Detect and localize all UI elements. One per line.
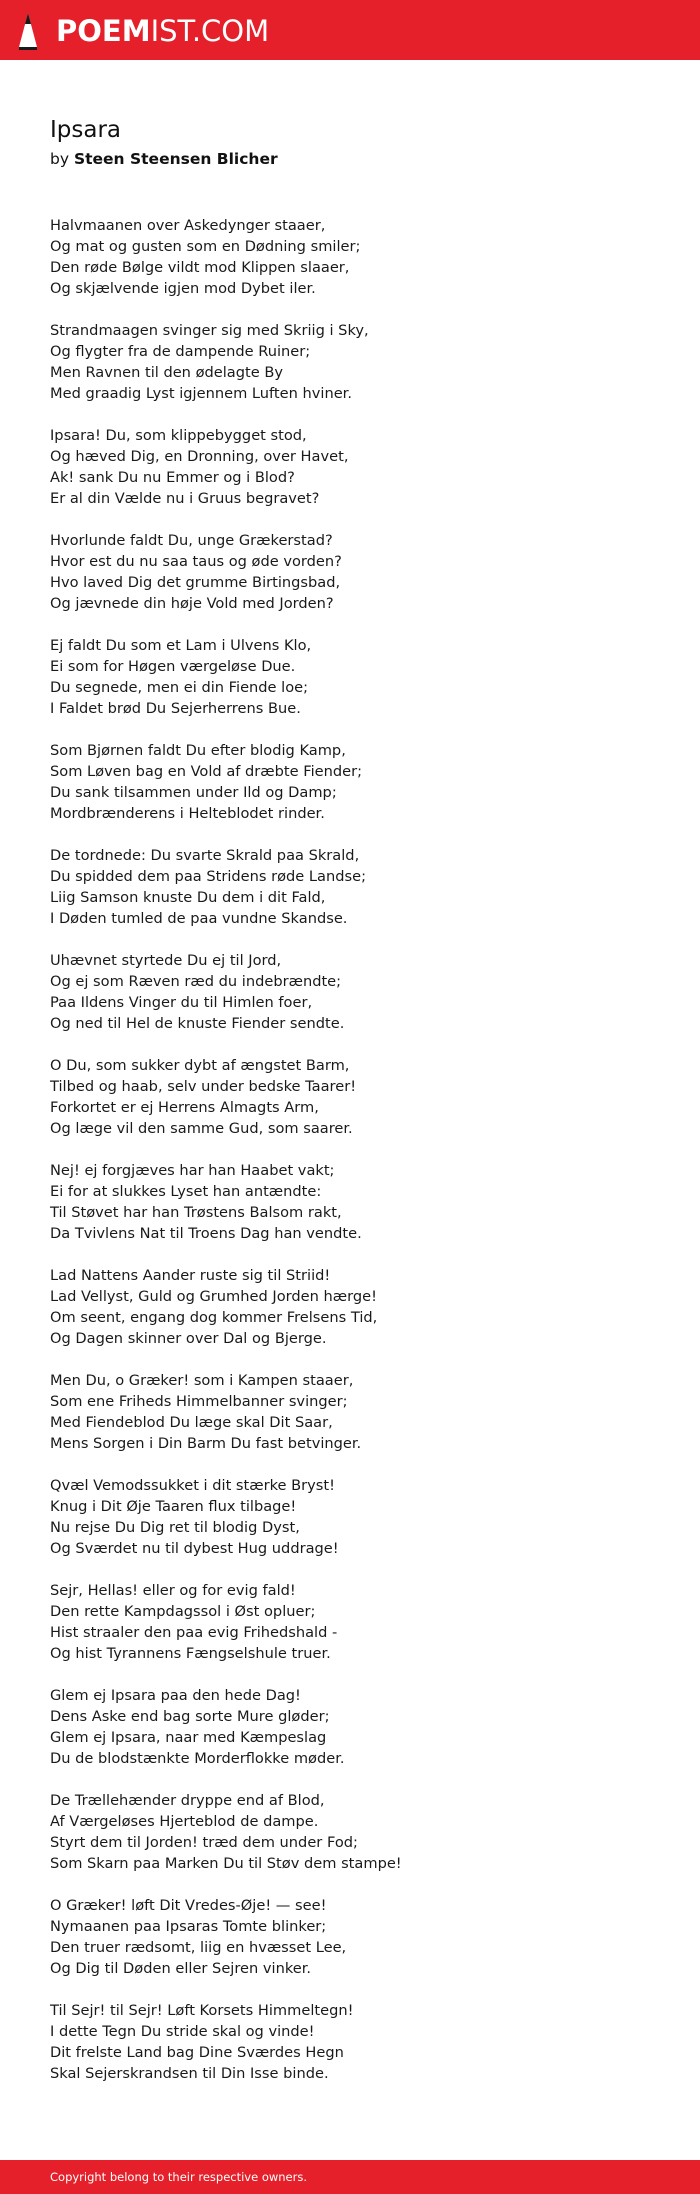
poem-line: Af Værgeløses Hjerteblod de dampe. [50,1813,319,1830]
poem-line: Dens Aske end bag sorte Mure gløder; [50,1708,330,1725]
stanza [50,635,660,719]
poem-line: Du sank tilsammen under Ild og Damp; [50,784,337,801]
stanza [50,320,660,404]
poem-line: Hvor est du nu saa taus og øde vorden? [50,553,342,570]
poem-title: Ipsara [50,117,122,143]
byline-prefix: by [50,150,70,168]
poem-line: Til Sejr! til Sejr! Løft Korsets Himmeltegn! [50,2002,354,2019]
stanza [50,1265,660,1349]
poem-line: Skal Sejerskrandsen til Din Isse binde. [50,2065,329,2082]
stanza [50,950,660,1034]
stanza [50,1790,660,1874]
poem-line: Strandmaagen svinger sig med Skriig i Sky, [50,322,369,339]
poem-line: Mordbrænderens i Helteblodet rinder. [50,805,325,822]
poem-line: Og ej som Ræven ræd du indebrændte; [50,973,342,990]
poem-line: Og jævnede din høje Vold med Jorden? [50,595,334,612]
stanza [50,530,660,614]
poem-line: Om seent, engang dog kommer Frelsens Tid, [50,1309,378,1326]
poem-line: Hvo laved Dig det grumme Birtingsbad, [50,574,341,591]
poem-line: Mens Sorgen i Din Barm Du fast betvinger. [50,1435,362,1452]
poem-line: Paa Ildens Vinger du til Himlen foer, [50,994,313,1011]
stanza [50,1055,660,1139]
pencil-tip-icon [18,11,38,51]
poem-line: Ei som for Høgen værgeløse Due. [50,658,296,675]
poem-line: Og Dagen skinner over Dal og Bjerge. [50,1330,327,1347]
poem-line: Ej faldt Du som et Lam i Ulvens Klo, [50,637,312,654]
poem-line: Glem ej Ipsara paa den hede Dag! [50,1687,301,1704]
poem-line: Og læge vil den samme Gud, som saarer. [50,1120,353,1137]
stanza [50,1160,660,1244]
poem-line: Til Støvet har han Trøstens Balsom rakt, [50,1204,342,1221]
poem-line: Du spidded dem paa Stridens røde Landse; [50,868,367,885]
poem-line: Er al din Vælde nu i Gruus begravet? [50,490,320,507]
poem-line: Forkortet er ej Herrens Almagts Arm, [50,1099,319,1116]
poem-line: O Græker! løft Dit Vredes-Øje! — see! [50,1897,327,1914]
stanza [50,740,660,824]
copyright-notice: Copyright belong to their respective owners. [50,2170,308,2184]
stanza [50,1475,660,1559]
poem-line: De tordnede: Du svarte Skrald paa Skrald, [50,847,360,864]
poem-line: O Du, som sukker dybt af ængstet Barm, [50,1057,350,1074]
stanza [50,1580,660,1664]
poem-line: I Døden tumled de paa vundne Skandse. [50,910,348,927]
stanza [50,215,660,299]
poem-line: Som Skarn paa Marken Du til Støv dem stampe! [50,1855,402,1872]
poem-line: Den røde Bølge vildt mod Klippen slaaer, [50,259,350,276]
poem-line: Men Ravnen til den ødelagte By [50,364,283,381]
poem-line: Men Du, o Græker! som i Kampen staaer, [50,1372,354,1389]
poem-line: Ipsara! Du, som klippebygget stod, [50,427,307,444]
poem-line: Lad Vellyst, Guld og Grumhed Jorden hærge! [50,1288,377,1305]
poem-line: Som Bjørnen faldt Du efter blodig Kamp, [50,742,346,759]
poem-line: Og flygter fra de dampende Ruiner; [50,343,311,360]
stanza [50,1370,660,1454]
stanza [50,1895,660,1979]
poem-line: Og hæved Dig, en Dronning, over Havet, [50,448,349,465]
poem-line: Med Fiendeblod Du læge skal Dit Saar, [50,1414,333,1431]
poem-line: Som ene Friheds Himmelbanner svinger; [50,1393,348,1410]
poem-line: Nymaanen paa Ipsaras Tomte blinker; [50,1918,327,1935]
poem-line: Og hist Tyrannens Fængselshule truer. [50,1645,331,1662]
poem-line: Med graadig Lyst igjennem Luften hviner. [50,385,352,402]
poem-line: Hvorlunde faldt Du, unge Grækerstad? [50,532,333,549]
poem-line: Tilbed og haab, selv under bedske Taarer! [50,1078,357,1095]
poem-line: Styrt dem til Jorden! træd dem under Fod; [50,1834,358,1851]
poem-line: Som Løven bag en Vold af dræbte Fiender; [50,763,363,780]
poem-line: Da Tvivlens Nat til Troens Dag han vendte. [50,1225,362,1242]
byline [50,147,660,171]
poem-header [50,113,660,171]
site-logo-text [56,11,269,51]
poem-line: De Trællehænder dryppe end af Blod, [50,1792,325,1809]
stanza [50,425,660,509]
site-footer [0,2160,700,2194]
poem-line: Den rette Kampdagssol i Øst opluer; [50,1603,316,1620]
poem-line: Nej! ej forgjæves har han Haabet vakt; [50,1162,335,1179]
poem-line: Sejr, Hellas! eller og for evig fald! [50,1582,296,1599]
poem-line: I dette Tegn Du stride skal og vinde! [50,2023,315,2040]
poem-line: Og Dig til Døden eller Sejren vinker. [50,1960,312,1977]
author-link[interactable]: Steen Steensen Blicher [73,150,278,168]
poem-line: Halvmaanen over Askedynger staaer, [50,217,326,234]
poem-line: Du de blodstænkte Morderflokke møder. [50,1750,345,1767]
poem-line: Dit frelste Land bag Dine Sværdes Hegn [50,2044,344,2061]
poem-line: Og ned til Hel de knuste Fiender sendte. [50,1015,345,1032]
poem-line: Og mat og gusten som en Dødning smiler; [50,238,361,255]
poem-line: Ei for at slukkes Lyset han antændte: [50,1183,322,1200]
site-logo-link[interactable] [18,10,269,52]
poem-line: Qvæl Vemodssukket i dit stærke Bryst! [50,1477,335,1494]
poem-line: Lad Nattens Aander ruste sig til Striid! [50,1267,331,1284]
poem-body [50,215,660,2105]
poem-line: Uhævnet styrtede Du ej til Jord, [50,952,282,969]
site-header [0,0,700,60]
poem-line: Og skjælvende igjen mod Dybet iler. [50,280,316,297]
poem-line: Den truer rædsomt, liig en hvæsset Lee, [50,1939,347,1956]
poem-line: Glem ej Ipsara, naar med Kæmpeslag [50,1729,327,1746]
poem-line: Og Sværdet nu til dybest Hug uddrage! [50,1540,339,1557]
poem-line: I Faldet brød Du Sejerherrens Bue. [50,700,301,717]
poem-line: Hist straaler den paa evig Frihedshald - [50,1624,338,1641]
stanza [50,1685,660,1769]
poem-line: Knug i Dit Øje Taaren flux tilbage! [50,1498,297,1515]
poem-line: Liig Samson knuste Du dem i dit Fald, [50,889,326,906]
logo-text-bold: POEM [56,14,151,48]
stanza [50,2000,660,2084]
poem-line: Ak! sank Du nu Emmer og i Blod? [50,469,295,486]
poem-line: Du segnede, men ei din Fiende loe; [50,679,309,696]
logo-text-light: IST.COM [150,14,270,48]
stanza [50,845,660,929]
poem-line: Nu rejse Du Dig ret til blodig Dyst, [50,1519,300,1536]
